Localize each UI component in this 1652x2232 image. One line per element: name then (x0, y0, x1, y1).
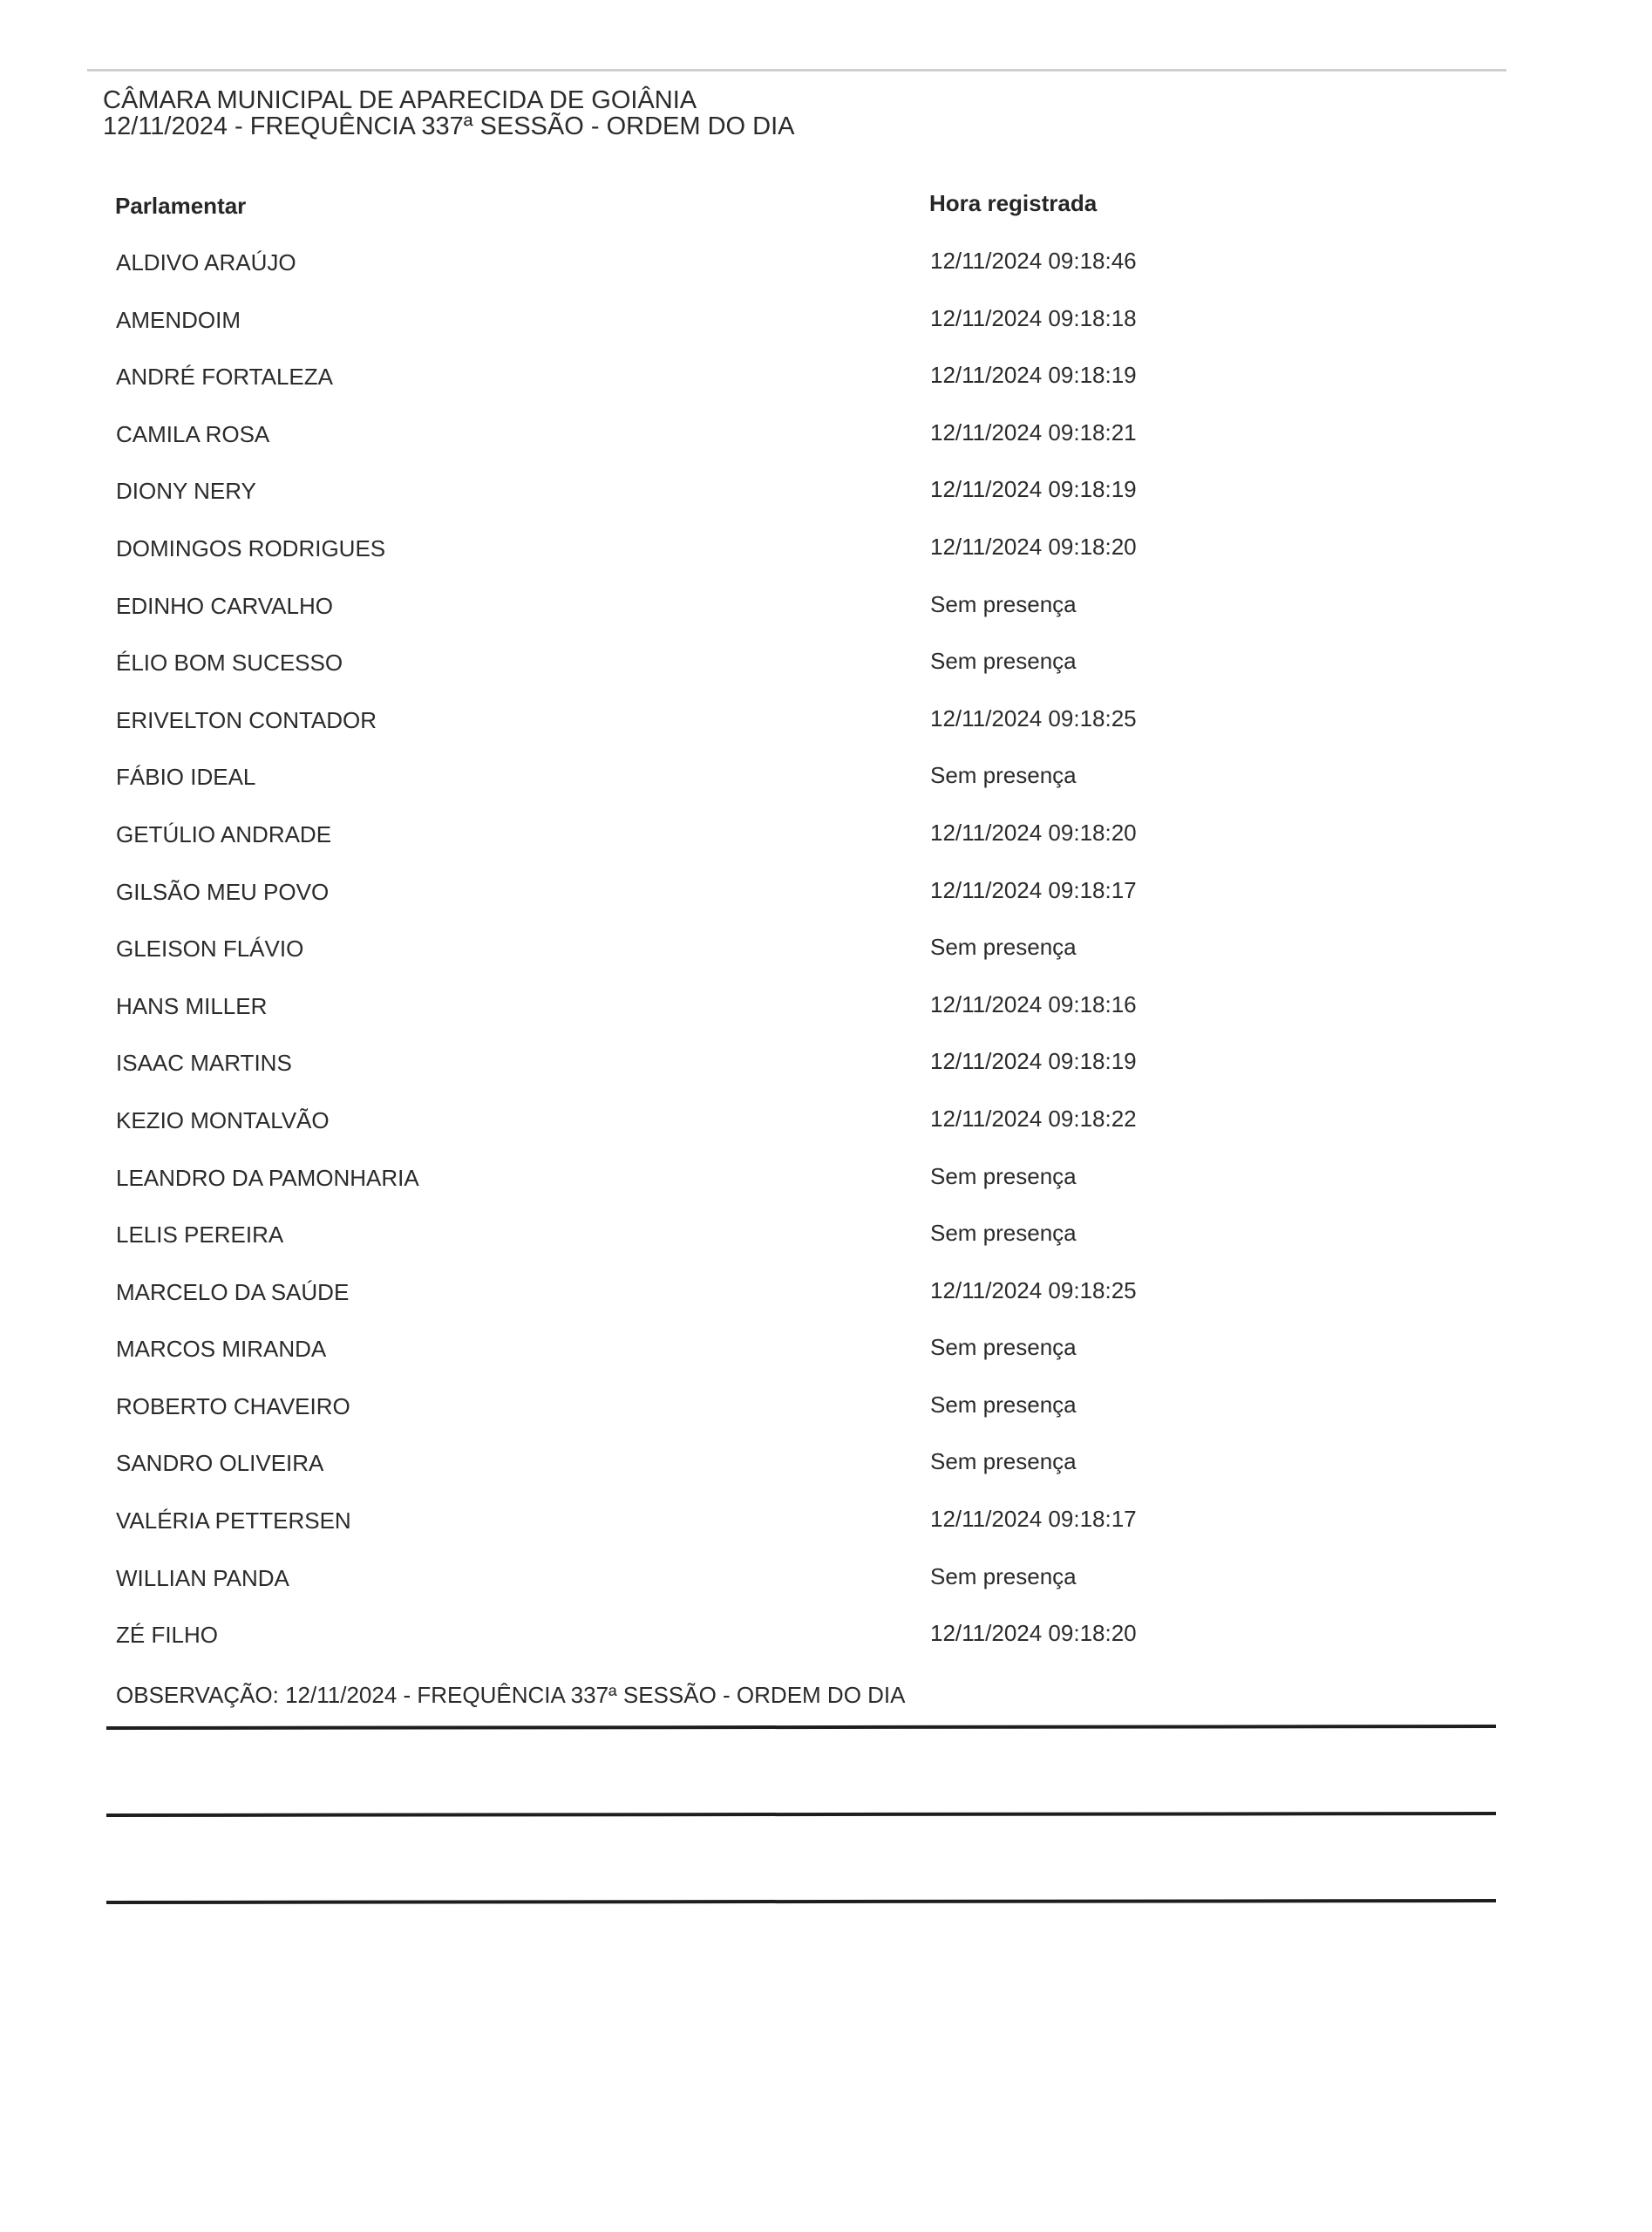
column-header-hora-registrada: Hora registrada (929, 190, 1098, 216)
table-row (0, 590, 1652, 650)
table-row (0, 1050, 1652, 1107)
table-row (0, 936, 1652, 993)
table-row (0, 535, 1652, 593)
parlamentar-name: ÉLIO BOM SUCESSO (116, 650, 343, 677)
hora-registrada-value: 12/11/2024 09:18:17 (930, 876, 1137, 903)
parlamentar-name: ERIVELTON CONTADOR (116, 706, 377, 733)
table-row (0, 650, 1652, 707)
parlamentar-name: KEZIO MONTALVÃO (116, 1106, 330, 1133)
hora-registrada-value: Sem presença (930, 762, 1077, 789)
hora-registrada-value: Sem presença (930, 934, 1077, 961)
hora-registrada-value: Sem presença (930, 1220, 1077, 1247)
hora-registrada-value: Sem presença (930, 1562, 1077, 1589)
hora-registrada-value: Sem presença (930, 1334, 1077, 1361)
table-row (0, 764, 1652, 821)
table-row (0, 1562, 1652, 1623)
session-title: 12/11/2024 - FREQUÊNCIA 337ª SESSÃO - ORDEM DO DIA (103, 112, 795, 140)
table-row (0, 821, 1652, 879)
hora-registrada-value: 12/11/2024 09:18:19 (930, 362, 1137, 389)
table-row (0, 418, 1652, 479)
signature-line-2 (106, 1812, 1496, 1817)
parlamentar-name: LEANDRO DA PAMONHARIA (116, 1164, 419, 1191)
parlamentar-name: AMENDOIM (116, 306, 241, 333)
parlamentar-name: CAMILA ROSA (116, 420, 270, 447)
parlamentar-name: DOMINGOS RODRIGUES (116, 534, 386, 561)
table-row (0, 304, 1652, 364)
table-row (0, 249, 1652, 307)
hora-registrada-value: 12/11/2024 09:18:20 (930, 819, 1137, 846)
parlamentar-name: HANS MILLER (116, 992, 268, 1019)
parlamentar-name: ROBERTO CHAVEIRO (116, 1392, 350, 1419)
hora-registrada-value: 12/11/2024 09:18:16 (930, 990, 1137, 1017)
parlamentar-name: DIONY NERY (116, 478, 256, 505)
parlamentar-name: ISAAC MARTINS (116, 1050, 292, 1077)
parlamentar-name: LELIS PEREIRA (116, 1221, 284, 1249)
parlamentar-name: SANDRO OLIVEIRA (116, 1450, 324, 1477)
table-row (0, 876, 1652, 936)
hora-registrada-value: Sem presença (930, 1162, 1077, 1189)
table-row (0, 990, 1652, 1051)
hora-registrada-value: Sem presença (930, 590, 1077, 617)
parlamentar-name: EDINHO CARVALHO (116, 592, 333, 619)
parlamentar-name: ANDRÉ FORTALEZA (116, 364, 333, 391)
table-row (0, 1107, 1652, 1165)
hora-registrada-value: Sem presença (930, 1391, 1077, 1418)
parlamentar-name: GLEISON FLÁVIO (116, 936, 304, 963)
parlamentar-name: ALDIVO ARAÚJO (116, 249, 296, 276)
hora-registrada-value: 12/11/2024 09:18:20 (930, 533, 1137, 560)
parlamentar-name: GILSÃO MEU POVO (116, 878, 330, 905)
attendance-table (0, 249, 1652, 1679)
hora-registrada-value: 12/11/2024 09:18:46 (930, 248, 1137, 274)
table-row (0, 1622, 1652, 1679)
table-row (0, 1221, 1652, 1279)
hora-registrada-value: 12/11/2024 09:18:18 (930, 304, 1137, 331)
hora-registrada-value: 12/11/2024 09:18:17 (930, 1506, 1137, 1533)
column-header-parlamentar: Parlamentar (115, 193, 247, 219)
hora-registrada-value: Sem presença (930, 1448, 1077, 1475)
table-row (0, 704, 1652, 765)
table-row (0, 478, 1652, 535)
hora-registrada-value: 12/11/2024 09:18:25 (930, 704, 1137, 732)
hora-registrada-value: 12/11/2024 09:18:20 (930, 1620, 1137, 1647)
table-row (0, 1393, 1652, 1451)
table-row (0, 1336, 1652, 1393)
parlamentar-name: WILLIAN PANDA (116, 1564, 289, 1591)
top-divider (87, 69, 1506, 71)
signature-line-3 (106, 1899, 1496, 1904)
institution-title: CÂMARA MUNICIPAL DE APARECIDA DE GOIÂNIA (103, 86, 697, 114)
table-row (0, 364, 1652, 421)
table-row (0, 1276, 1652, 1337)
parlamentar-name: GETÚLIO ANDRADE (116, 820, 332, 847)
parlamentar-name: ZÉ FILHO (116, 1622, 219, 1649)
signature-line-1 (106, 1725, 1496, 1730)
table-row (0, 1507, 1652, 1565)
hora-registrada-value: 12/11/2024 09:18:21 (930, 418, 1137, 446)
hora-registrada-value: 12/11/2024 09:18:19 (930, 476, 1137, 503)
table-row (0, 1450, 1652, 1507)
observation-text: OBSERVAÇÃO: 12/11/2024 - FREQUÊNCIA 337ª SESSÃO - ORDEM DO DIA (116, 1682, 906, 1708)
document-header (103, 87, 794, 140)
hora-registrada-value: Sem presença (930, 648, 1077, 675)
hora-registrada-value: 12/11/2024 09:18:22 (930, 1105, 1137, 1132)
table-row (0, 1162, 1652, 1222)
hora-registrada-value: 12/11/2024 09:18:19 (930, 1048, 1137, 1075)
parlamentar-name: MARCELO DA SAÚDE (116, 1278, 350, 1305)
parlamentar-name: VALÉRIA PETTERSEN (116, 1507, 351, 1534)
hora-registrada-value: 12/11/2024 09:18:25 (930, 1276, 1137, 1303)
parlamentar-name: FÁBIO IDEAL (116, 764, 256, 791)
parlamentar-name: MARCOS MIRANDA (116, 1336, 327, 1363)
